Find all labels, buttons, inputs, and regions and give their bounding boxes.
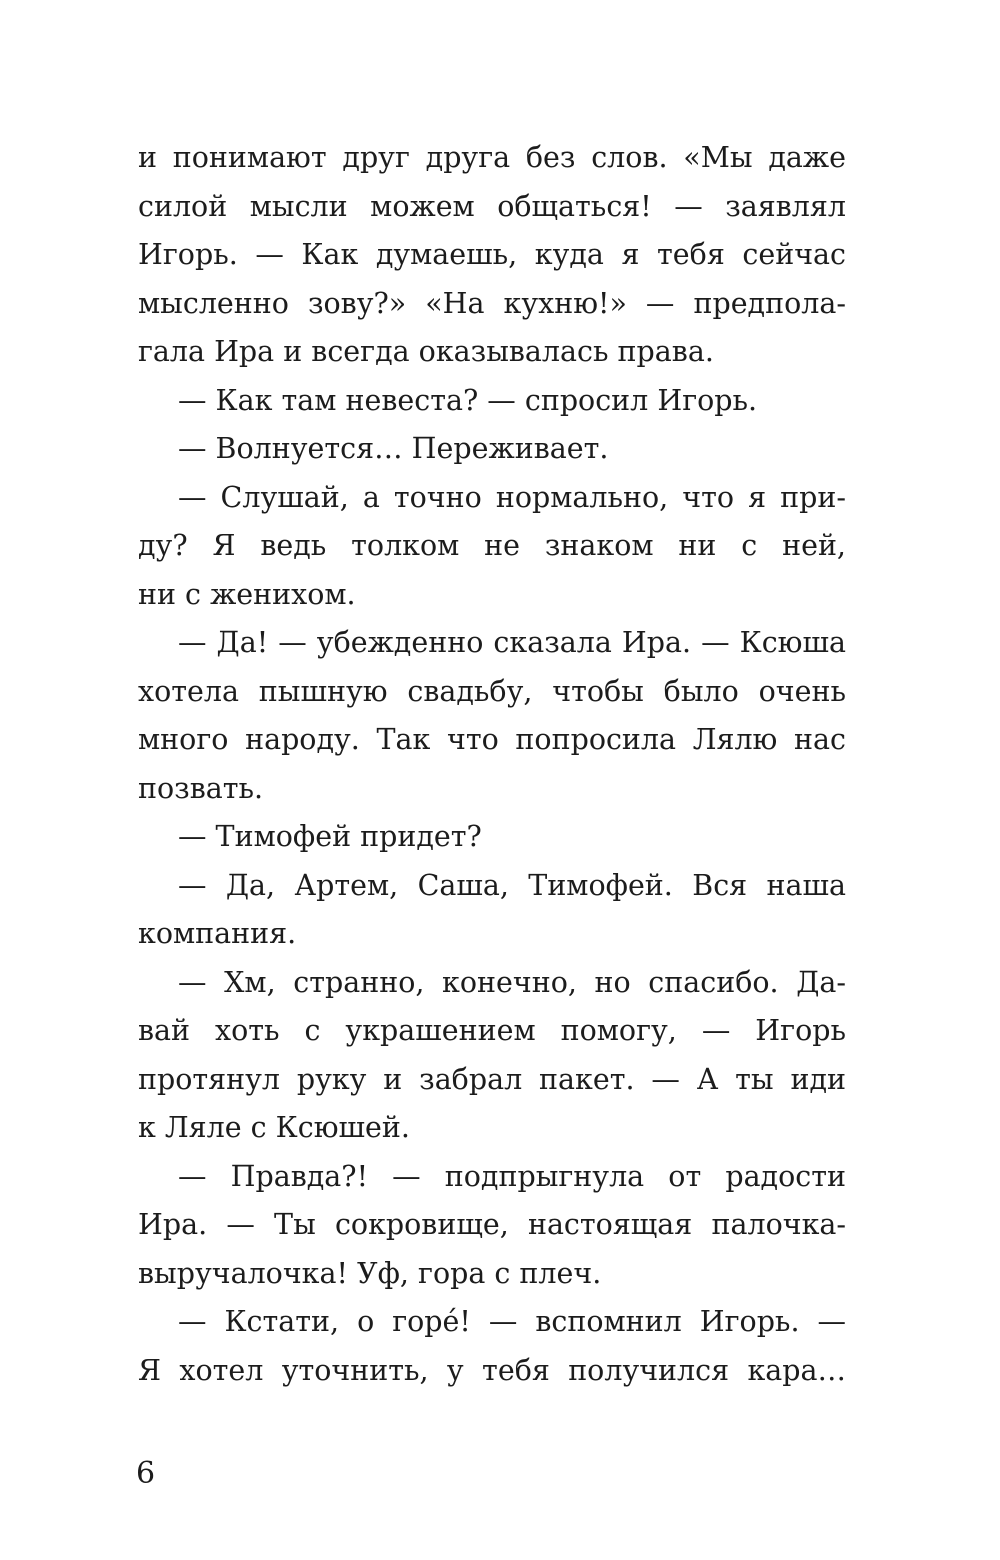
text-line: позвать. <box>138 771 264 805</box>
text-line: компания. <box>138 917 297 950</box>
text-line: Ира. — Ты сокровище, настоящая палочка- <box>138 1208 846 1241</box>
text-line: много народу. Так что попросила Лялю нас <box>138 723 846 756</box>
text-line: ду? Я ведь толком не знаком ни с ней, <box>138 529 846 562</box>
text-line: ни с женихом. <box>138 577 356 611</box>
text-line: хотела пышную свадьбу, чтобы было очень <box>138 674 846 708</box>
text-line: — Правда?! — подпрыгнула от радости <box>178 1159 846 1193</box>
body-text <box>138 134 846 1395</box>
text-line: — Да! — убежденно сказала Ира. — Ксюша <box>178 626 846 659</box>
text-line: силой мысли можем общаться! — заявлял <box>138 189 846 223</box>
text-line: и понимают друг друга без слов. «Мы даже <box>138 141 846 174</box>
text-line: Я хотел уточнить, у тебя получился кара… <box>138 1353 846 1387</box>
page-number: 6 <box>136 1456 156 1491</box>
text-line: — Слушай, а точно нормально, что я при- <box>178 480 846 514</box>
text-line: вай хоть с украшением помогу, — Игорь <box>138 1014 846 1047</box>
text-line: мысленно зову?» «На кухню!» — предпола- <box>138 286 846 320</box>
text-line: — Тимофей придет? <box>178 820 482 853</box>
text-line: — Кстати, о горе́! — вспомнил Игорь. — <box>178 1305 846 1338</box>
text-line: Игорь. — Как думаешь, куда я тебя сейчас <box>138 238 846 271</box>
text-line: — Как там невеста? — спросил Игорь. <box>178 383 758 417</box>
text-line: — Да, Артем, Саша, Тимофей. Вся наша <box>178 868 846 902</box>
text-line: к Ляле с Ксюшей. <box>138 1111 410 1144</box>
text-line: выручалочка! Уф, гора с плеч. <box>138 1256 602 1290</box>
text-line: протянул руку и забрал пакет. — А ты иди <box>138 1062 846 1096</box>
text-line: — Волнуется… Переживает. <box>178 432 609 465</box>
text-line: гала Ира и всегда оказывалась права. <box>138 335 714 368</box>
text-line: — Хм, странно, конечно, но спасибо. Да- <box>178 965 846 999</box>
